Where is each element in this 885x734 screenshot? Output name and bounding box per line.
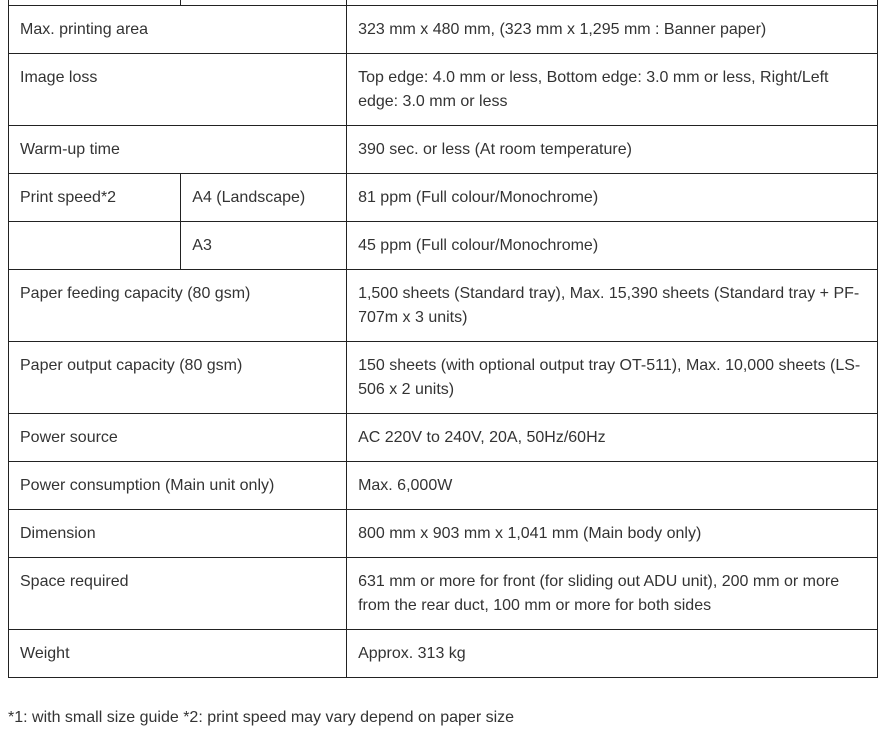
spec-label: Warm-up time xyxy=(9,126,347,174)
spec-value: 323 mm x 480 mm, (323 mm x 1,295 mm : Banner paper) xyxy=(347,6,878,54)
table-row-max-printing-area xyxy=(9,6,878,54)
spec-value: AC 220V to 240V, 20A, 50Hz/60Hz xyxy=(347,414,878,462)
table-row-paper-output-capacity xyxy=(9,342,878,414)
table-row-print-speed-a4 xyxy=(9,174,878,222)
spec-label: Power consumption (Main unit only) xyxy=(9,462,347,510)
table-row-print-speed-a3 xyxy=(9,222,878,270)
spec-label xyxy=(9,222,181,270)
spec-value: 81 ppm (Full colour/Monochrome) xyxy=(347,174,878,222)
spec-sublabel: A4 (Landscape) xyxy=(181,174,347,222)
spec-label: Image loss xyxy=(9,54,347,126)
spec-label: Weight xyxy=(9,630,347,678)
spec-value: 150 sheets (with optional output tray OT-511), Max. 10,000 sheets (LS-506 x 2 units) xyxy=(347,342,878,414)
spec-label: Dimension xyxy=(9,510,347,558)
spec-value: 800 mm x 903 mm x 1,041 mm (Main body only) xyxy=(347,510,878,558)
spec-value: Top edge: 4.0 mm or less, Bottom edge: 3.0 mm or less, Right/Left edge: 3.0 mm or less xyxy=(347,54,878,126)
spec-value: Approx. 313 kg xyxy=(347,630,878,678)
spec-value: 1,500 sheets (Standard tray), Max. 15,390 sheets (Standard tray + PF-707m x 3 units) xyxy=(347,270,878,342)
table-row-image-loss xyxy=(9,54,878,126)
spec-label: Paper output capacity (80 gsm) xyxy=(9,342,347,414)
spec-label: Print speed*2 xyxy=(9,174,181,222)
spec-value: 631 mm or more for front (for sliding out ADU unit), 200 mm or more from the rear duct, 100 mm or more for both sides xyxy=(347,558,878,630)
table-row-paper-feeding-capacity xyxy=(9,270,878,342)
spec-label: Max. printing area xyxy=(9,6,347,54)
spec-label: Power source xyxy=(9,414,347,462)
spec-label: Space required xyxy=(9,558,347,630)
table-row-power-source xyxy=(9,414,878,462)
table-row-dimension xyxy=(9,510,878,558)
spec-label: Paper feeding capacity (80 gsm) xyxy=(9,270,347,342)
specifications-table xyxy=(8,0,878,678)
spec-sublabel: A3 xyxy=(181,222,347,270)
table-row-power-consumption xyxy=(9,462,878,510)
spec-value: 390 sec. or less (At room temperature) xyxy=(347,126,878,174)
footnote: *1: with small size guide *2: print speed may vary depend on paper size xyxy=(8,709,515,726)
table-row-warm-up-time xyxy=(9,126,878,174)
spec-value: 45 ppm (Full colour/Monochrome) xyxy=(347,222,878,270)
spec-value: Max. 6,000W xyxy=(347,462,878,510)
table-row-space-required xyxy=(9,558,878,630)
table-row-weight xyxy=(9,630,878,678)
